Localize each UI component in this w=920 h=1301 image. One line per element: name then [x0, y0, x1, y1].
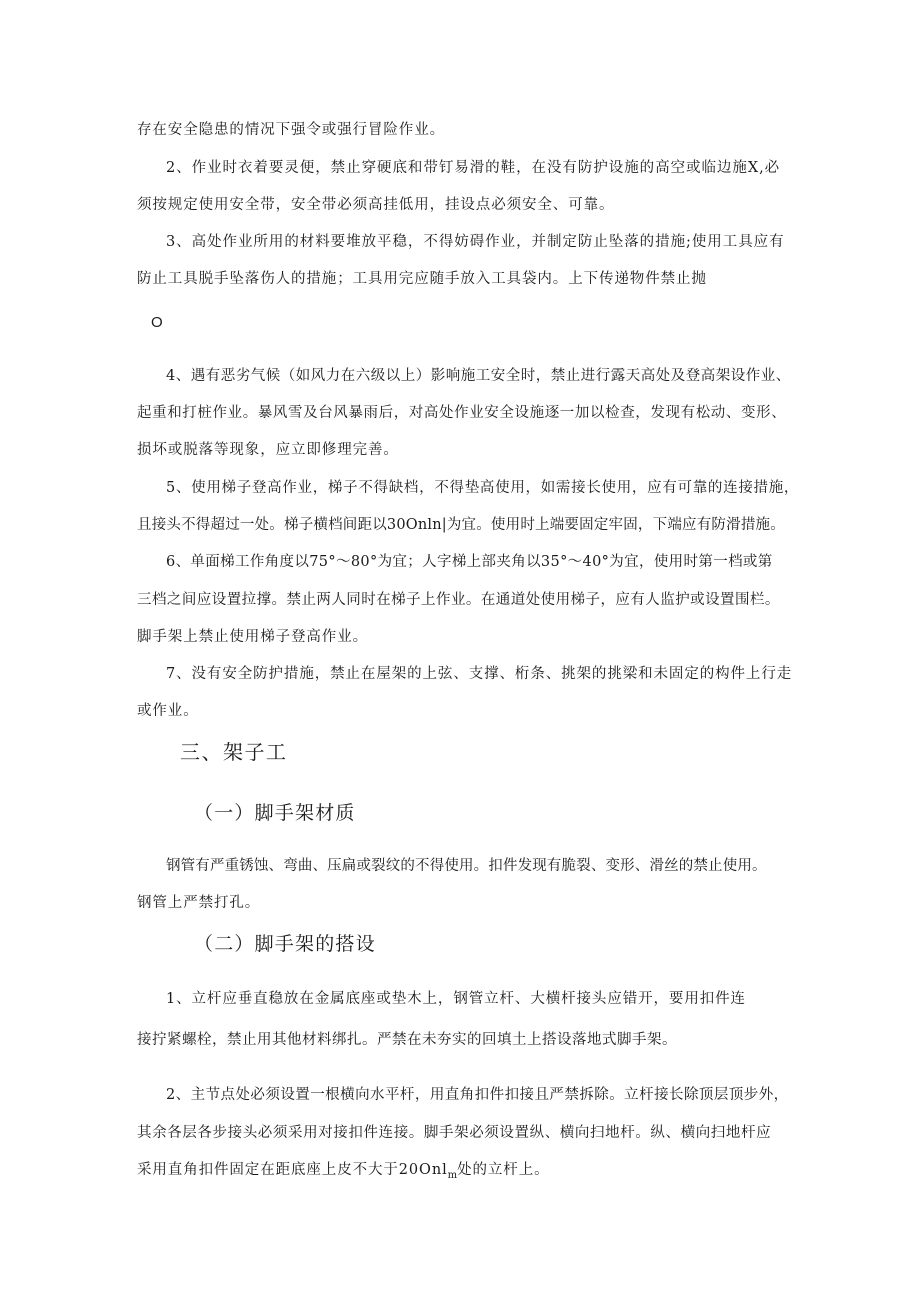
- paragraph-line: 或作业。: [137, 703, 199, 719]
- paragraph-line: 且接头不得超过一处。梯子横档间距以30Onln|为宜。使用时上端要固定牢固，下端应有防滑措施。: [137, 517, 785, 533]
- paragraph-line: 防止工具脱手坠落伤人的措施；工具用完应随手放入工具袋内。上下传递物件禁止抛: [137, 271, 707, 287]
- paragraph-line: 5、使用梯子登高作业，梯子不得缺档，不得垫高使用，如需接长使用，应有可靠的连接措施，: [166, 480, 800, 496]
- paragraph-line: 损坏或脱落等现象，应立即修理完善。: [137, 442, 399, 458]
- paragraph-line: 1、立杆应垂直稳放在金属底座或垫木上，钢管立杆、大横杆接头应错开，要用扣件连: [166, 991, 746, 1007]
- paragraph-line: O: [151, 314, 164, 331]
- paragraph-line: 3、高处作业所用的材料要堆放平稳，不得妨碍作业，并制定防止坠落的措施;使用工具应有: [166, 234, 785, 250]
- section-heading: 三、架子工: [180, 740, 288, 764]
- paragraph-line: 其余各层各步接头必须采用对接扣件连接。脚手架必须设置纵、横向扫地杆。纵、横向扫地杆应: [137, 1125, 772, 1141]
- paragraph-line: 接拧紧螺栓，禁止用其他材料绑扎。严禁在未夯实的回填土上搭设落地式脚手架。: [137, 1032, 677, 1048]
- paragraph-line: 存在安全隐患的情况下强令或强行冒险作业。: [137, 122, 445, 138]
- paragraph-line: 6、单面梯工作角度以75°～80°为宜；人字梯上部夹角以35°～40°为宜，使用时第一档或第: [166, 554, 773, 570]
- paragraph-line: 起重和打桩作业。暴风雪及台风暴雨后，对高处作业安全设施逐一加以检查，发现有松动、变形、: [137, 405, 787, 421]
- text-run: 处的立杆上。: [457, 1162, 550, 1178]
- paragraph-line: 2、作业时衣着要灵便，禁止穿硬底和带钉易滑的鞋，在没有防护设施的高空或临边施X,必: [166, 160, 781, 176]
- paragraph-line: 三档之间应设置拉撑。禁止两人同时在梯子上作业。在通道处使用梯子，应有人监护或设置围栏。: [137, 592, 780, 608]
- subsection-heading: （一）脚手架材质: [194, 802, 356, 824]
- paragraph-line: 7、没有安全防护措施，禁止在屋架的上弦、支撑、桁条、挑架的挑梁和未固定的构件上行走: [166, 666, 793, 682]
- paragraph-line: 钢管有严重锈蚀、弯曲、压扁或裂纹的不得使用。扣件发现有脆裂、变形、滑丝的禁止使用。: [166, 858, 767, 874]
- text-run: 采用直角扣件固定在距底座上皮不大于20Onl: [137, 1162, 448, 1178]
- paragraph-line: 须按规定使用安全带，安全带必须高挂低用，挂设点必须安全、可靠。: [137, 197, 615, 213]
- subsection-heading: （二）脚手架的搭设: [194, 933, 376, 955]
- paragraph-line: 4、遇有恶劣气候（如风力在六级以上）影响施工安全时，禁止进行露天高处及登高架设作业、: [166, 368, 791, 384]
- paragraph-line: 脚手架上禁止使用梯子登高作业。: [137, 629, 368, 645]
- subscript-text: m: [447, 1170, 458, 1181]
- paragraph-line: 2、主节点处必须设置一根横向水平杆，用直角扣件扣接且严禁拆除。立杆接长除顶层顶步外，: [166, 1087, 789, 1103]
- paragraph-line: [137, 1160, 550, 1182]
- paragraph-line: 钢管上严禁打孔。: [137, 895, 261, 911]
